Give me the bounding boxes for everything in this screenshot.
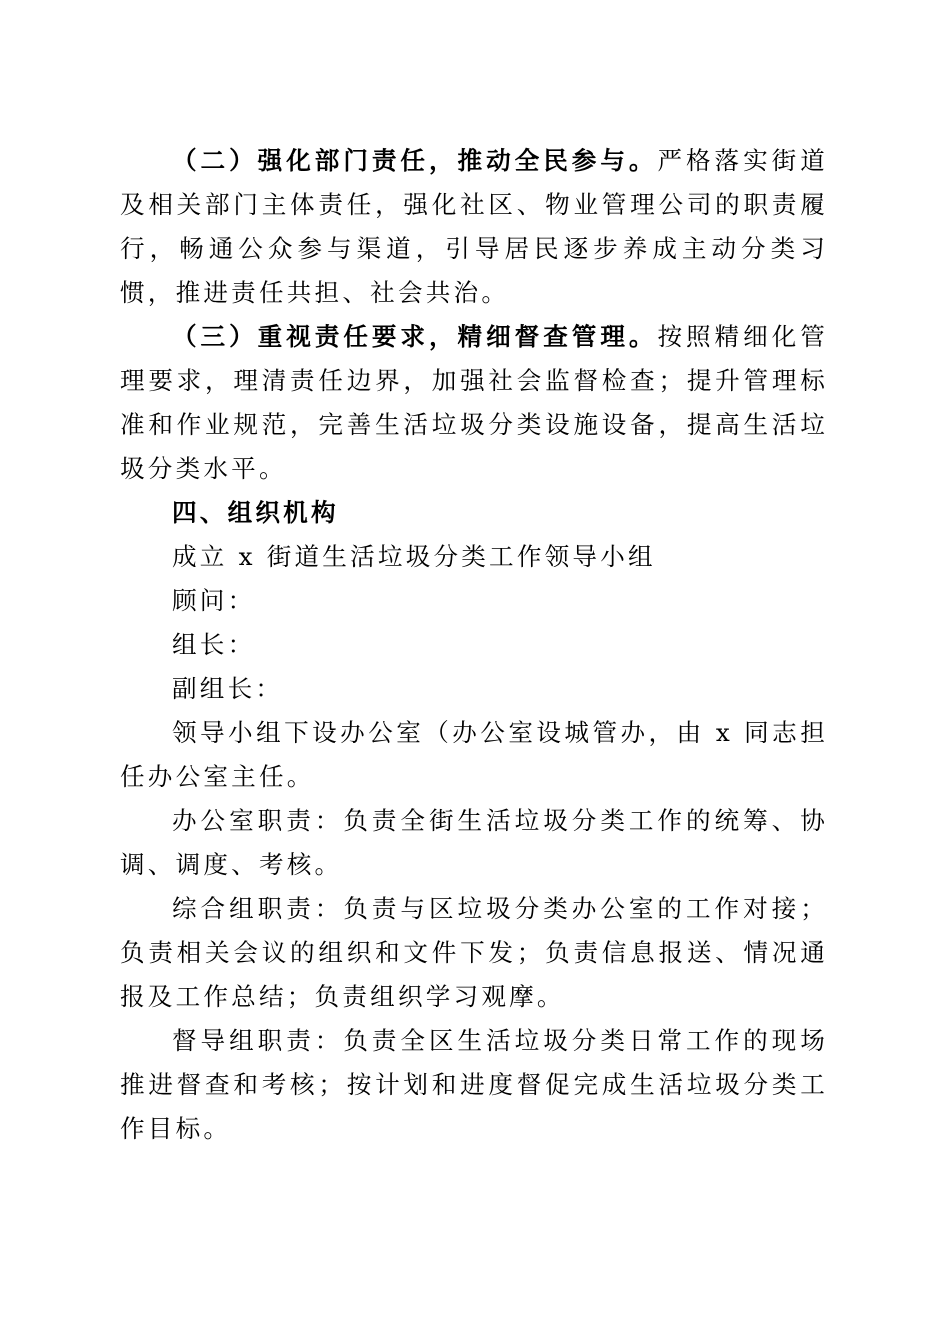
paragraph-supervision-group-duties: 督导组职责：负责全区生活垃圾分类日常工作的现场推进督查和考核；按计划和进度督促完成生活垃圾分类工作目标。 xyxy=(120,1026,828,1143)
paragraph-office: 领导小组下设办公室（办公室设城管办，由 x 同志担任办公室主任。 xyxy=(120,718,828,791)
paragraph-body: 严格落实街道及相关部门主体责任，强化社区、物业管理公司的职责履行，畅通公众参与渠道，引导居民逐步养成主动分类习惯，推进责任共担、社会共治。 xyxy=(120,146,829,307)
paragraph-office-duties: 办公室职责：负责全街生活垃圾分类工作的统筹、协调、调度、考核。 xyxy=(120,806,828,879)
paragraph-leading-group: 成立 x 街道生活垃圾分类工作领导小组 xyxy=(172,542,656,571)
paragraph-general-group-duties: 综合组职责：负责与区垃圾分类办公室的工作对接；负责相关会议的组织和文件下发；负责信息报送、情况通报及工作总结；负责组织学习观摩。 xyxy=(120,894,828,1011)
paragraph-deputy-leader: 副组长： xyxy=(172,674,284,703)
paragraph-group-leader: 组长： xyxy=(172,630,256,659)
paragraph-department-responsibility xyxy=(120,139,828,315)
paragraph-lead: （二）强化部门责任，推动全民参与。 xyxy=(172,146,658,175)
paragraph-advisor: 顾问： xyxy=(172,586,256,615)
section-heading: 四、组织机构 xyxy=(172,498,339,527)
paragraph-supervision xyxy=(120,315,828,491)
paragraph-lead: （三）重视责任要求，精细督查管理。 xyxy=(172,322,658,351)
document-page xyxy=(120,139,828,1151)
paragraph-body: 按照精细化管理要求，理清责任边界，加强社会监督检查；提升管理标准和作业规范，完善生活垃圾分类设施设备，提高生活垃圾分类水平。 xyxy=(120,322,829,483)
